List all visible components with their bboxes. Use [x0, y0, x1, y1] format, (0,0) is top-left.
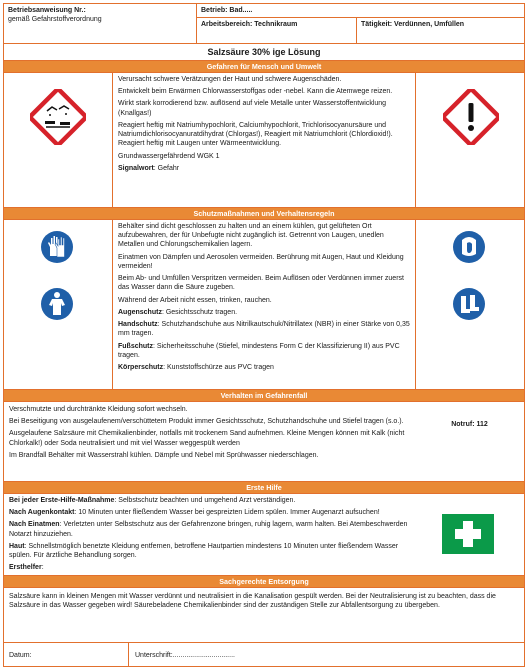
erstehilfe-allgemein: [9, 496, 411, 505]
section-heading-gefahrfall: Verhalten im Gefahrenfall: [4, 390, 524, 402]
ba-number-label: Betriebsanweisung Nr.:: [8, 7, 86, 14]
operating-instruction-sheet: [3, 3, 525, 667]
first-aid-icon: [442, 514, 494, 554]
augenschutz: [118, 308, 410, 317]
ba-subtitle: gemäß Gefahrstoffverordnung: [8, 16, 102, 24]
handschutz-text: : Schutzhandschuhe aus Nitrilkautschuk/Nitrillatex (NBR) in einer Stärke von 0,35 mm tragen.: [118, 321, 410, 338]
augenschutz-label: Augenschutz: [118, 308, 162, 316]
augenschutz-text: : Gesichtsschutz tragen.: [161, 308, 238, 316]
boots-icon: [452, 287, 486, 321]
datum-field[interactable]: Datum:: [4, 642, 129, 666]
schutz-text-2: Einatmen von Dämpfen und Aerosolen vermeiden. Berührung mit Augen, Haut und Kleidung vermeiden!: [118, 253, 404, 270]
section-gefahrfall: [4, 402, 524, 482]
section-gefahren: [4, 73, 524, 208]
section-heading-erstehilfe: Erste Hilfe: [4, 482, 524, 494]
section-heading-entsorgung: Sachgerechte Entsorgung: [4, 576, 524, 588]
ba-number-cell: [4, 4, 197, 43]
gefahren-text-2: Entwickelt beim Erwärmen Chlorwasserstoffgas oder -nebel. Kann die Atemwege reizen.: [118, 88, 393, 96]
erstehilfe-augen-label: Nach Augenkontakt: [9, 509, 75, 517]
erstehilfe-haut: [9, 542, 411, 560]
erstehilfe-haut-text: : Schnellstmöglich benetzte Kleidung entfernen, betroffene Hautpartien mindestens 10 Minuten unter fließendem Wasser spülen. Für ärztliche Behandlung sorgen.: [9, 542, 399, 560]
section-heading-gefahren: Gefahren für Mensch und Umwelt: [4, 61, 524, 73]
erstehilfe-augen-text: : 10 Minuten unter fließendem Wasser bei gespreizten Lidern spülen. Immer Augenarzt aufsuchen!: [74, 509, 380, 517]
betrieb: Betrieb: Bad.....: [197, 4, 524, 18]
entsorgung-text: Salzsäure kann in kleinen Mengen mit Wasser verdünnt und neutralisiert in die Kanalisation gespült werden. Bei der Neutralisierung ist zu beachten, dass die Salzsäure in das Wasser gegeben wird! Säurebeladene Chemikalienbinder sind der zuständigen Stelle zur Abfallentsorgung zu übergeben.: [9, 593, 496, 610]
koerperschutz-text: : Kunststoffschürze aus PVC tragen: [163, 364, 274, 372]
gefahrfall-text-4: Im Brandfall Behälter mit Wasserstrahl kühlen. Dämpfe und Nebel mit Sprühwasser niederschlagen.: [9, 451, 319, 459]
gefahrfall-text-3: Ausgelaufene Salzsäure mit Chemikalienbinder, notfalls mit trockenem Sand aufnehmen. Kleine Mengen können mit Kalk (nicht Chlorkalk!) oder Soda neutralisiert und mit viel Wasser weggespült werden: [9, 430, 405, 447]
erstehilfe-einatmen-label: Nach Einatmen: [9, 521, 60, 529]
fussschutz: [118, 342, 410, 360]
erstehilfe-haut-label: Haut: [9, 542, 25, 550]
signalwort: [118, 164, 410, 173]
apron-icon: [40, 287, 74, 321]
section-schutz: [4, 220, 524, 390]
handschutz: [118, 320, 410, 338]
section-erstehilfe: [4, 494, 524, 576]
schutz-text-3: Beim Ab- und Umfüllen Verspritzen vermeiden. Beim Auflösen oder Verdünnen immer zuerst das Wasser dann die Säure zugeben.: [118, 275, 404, 292]
gefahrfall-text-1: Verschmutzte und durchtränkte Kleidung sofort wechseln.: [9, 406, 188, 413]
signalwort-label: Signalwort: [118, 164, 154, 172]
gefahren-text-1: Verursacht schwere Verätzungen der Haut und schwere Augenschäden.: [118, 76, 342, 83]
exclamation-icon: [443, 89, 499, 145]
erstehilfe-augen: [9, 508, 411, 517]
handschutz-label: Handschutz: [118, 321, 158, 329]
ersthelfer-label: Ersthelfer: [9, 564, 42, 572]
taetigkeit: Tätigkeit: Verdünnen, Umfüllen: [361, 21, 465, 28]
fussschutz-text: : Sicherheitsschuhe (Stiefel, mindestens Form C der Klassifizierung II) aus PVC tragen.: [118, 342, 400, 359]
section-entsorgung: [4, 588, 524, 643]
unterschrift-field[interactable]: Unterschrift:................................: [135, 652, 235, 659]
signalwort-value: : Gefahr: [153, 164, 180, 172]
header: [4, 4, 524, 44]
section-heading-schutz: Schutzmaßnahmen und Verhaltensregeln: [4, 208, 524, 220]
gefahren-text-4: Reagiert heftig mit Natriumhypochlorit, Calciumhypochlorit, Trichlorisocyanursäure und Natriumdichlorisocyanuratdihydrat (Chlorgas!), Reagiert mit Natriumchlorit (Chlordioxid!). Reagiert heftig mit Laugen unter Wärmeentwicklung.: [118, 121, 393, 148]
koerperschutz: [118, 363, 410, 372]
gefahren-text-3: Wirkt stark korrodierend bzw. auflösend auf viele Metalle unter Wasserstoffentwicklung (Knallgas!): [118, 100, 387, 117]
gefahren-text-5: Grundwassergefährdend WGK 1: [118, 152, 220, 160]
schutz-text-4: Während der Arbeit nicht essen, trinken, rauchen.: [118, 296, 272, 304]
ersthelfer-text: :: [41, 564, 44, 572]
arbeitsbereich: Arbeitsbereich: Technikraum: [197, 18, 357, 43]
gefahrfall-text-2: Bei Beseitigung von ausgelaufenem/verschüttetem Produkt immer Gesichtsschutz, Schutzhandschuhe und Stiefel tragen (s.o.).: [9, 418, 404, 426]
corrosive-icon: [30, 89, 86, 145]
erstehilfe-allgemein-label: Bei jeder Erste-Hilfe-Maßnahme: [9, 497, 115, 504]
ersthelfer: [9, 563, 411, 572]
erstehilfe-einatmen-text: : Verletzten unter Selbstschutz aus der Gefahrenzone bringen, ruhig lagern, warm halten. Bei Atembeschwerden Notarzt hinzuziehen.: [9, 521, 408, 538]
gloves-icon: [40, 230, 74, 264]
notruf: Notruf: 112: [451, 421, 488, 428]
face-shield-icon: [452, 230, 486, 264]
erstehilfe-einatmen: [9, 520, 411, 538]
koerperschutz-label: Körperschutz: [118, 364, 164, 372]
fussschutz-label: Fußschutz: [118, 342, 153, 350]
schutz-text-1: Behälter sind dicht geschlossen zu halten und an einem kühlen, gut gelüfteten Ort aufzubewahren, der für Unbefugte nicht zugänglich ist. Getrennt von Laugen, unedlen Metallen und Chlorungschemikalien lagern.: [118, 223, 384, 249]
erstehilfe-allgemein-text: : Selbstschutz beachten und umgehend Arzt verständigen.: [114, 497, 296, 504]
footer: [4, 642, 524, 666]
substance-title: Salzsäure 30% ige Lösung: [4, 44, 524, 61]
